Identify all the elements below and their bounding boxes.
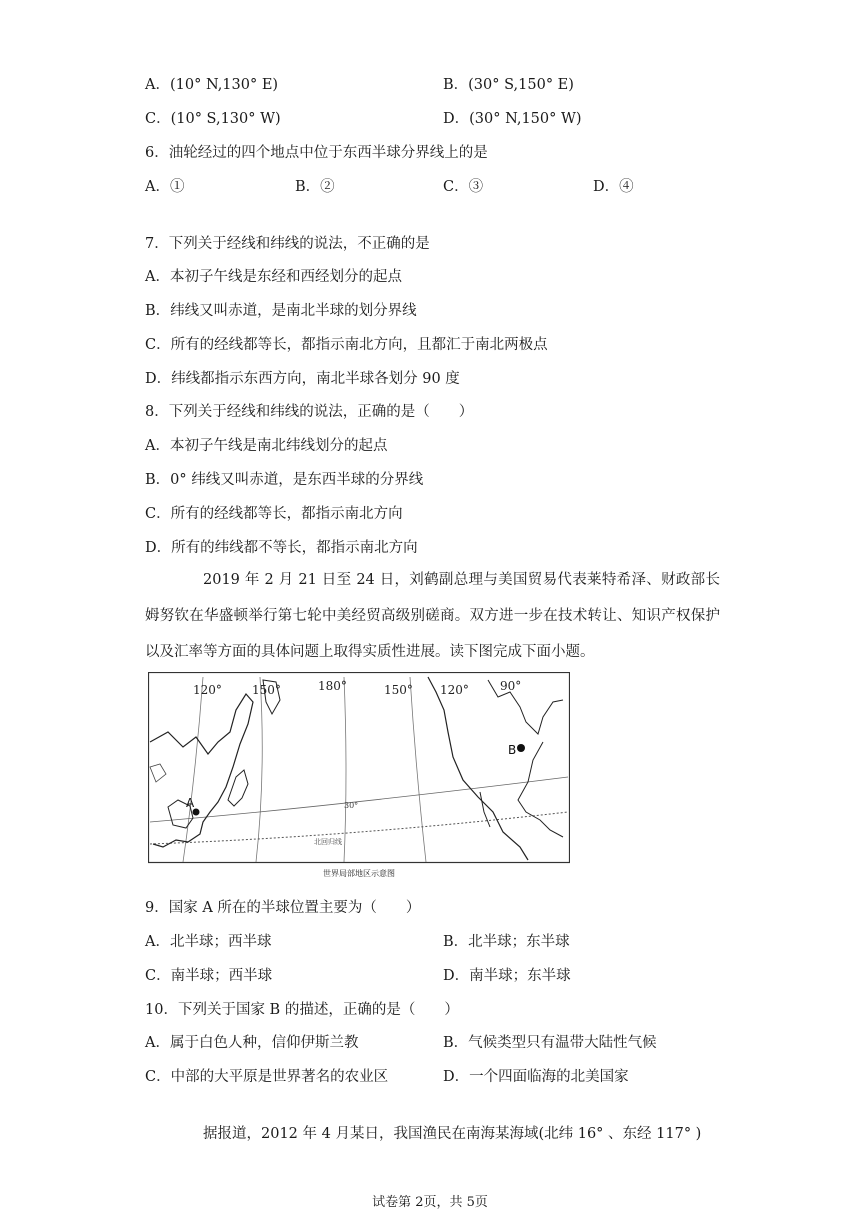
q5-option-a: A．(10° N,130° E) — [145, 77, 279, 93]
label-150w: 150° — [384, 683, 413, 697]
q8-option-b: B．0° 纬线又叫赤道，是东西半球的分界线 — [145, 472, 424, 488]
q10-option-a: A．属于白色人种，信仰伊斯兰教 — [145, 1035, 359, 1051]
q7-option-c: C．所有的经线都等长，都指示南北方向，且都汇于南北两极点 — [145, 337, 548, 353]
q6-option-b: B．② — [295, 179, 335, 195]
world-region-map — [148, 672, 570, 882]
label-90w: 90° — [500, 679, 522, 693]
q9-option-d: D．南半球；东半球 — [443, 968, 571, 984]
q10-option-d: D．一个四面临海的北美国家 — [443, 1069, 629, 1085]
label-150e: 150° — [252, 683, 281, 697]
page-footer: 试卷第 2页，共 5页 — [372, 1195, 488, 1210]
q10-stem: 10．下列关于国家 B 的描述，正确的是（ ） — [145, 1002, 459, 1018]
label-tropic: 北回归线 — [314, 838, 342, 846]
q9-option-c: C．南半球；西半球 — [145, 968, 273, 984]
label-point-a: A — [186, 796, 195, 810]
q9-option-a: A．北半球；西半球 — [145, 934, 272, 950]
q5-option-d: D．(30° N,150° W) — [443, 111, 582, 127]
q5-option-b: B．(30° S,150° E) — [443, 77, 574, 93]
q6-option-d: D．④ — [593, 179, 634, 195]
q6-option-a: A．① — [145, 179, 185, 195]
passage-trade-talks — [145, 562, 720, 670]
point-b-marker — [517, 744, 525, 752]
q6-option-c: C．③ — [443, 179, 484, 195]
map-caption: 世界局部地区示意图 — [323, 869, 395, 878]
q9-option-b: B．北半球；东半球 — [443, 934, 570, 950]
q8-stem: 8．下列关于经线和纬线的说法，正确的是（ ） — [145, 404, 474, 420]
q10-option-b: B．气候类型只有温带大陆性气候 — [443, 1035, 657, 1051]
q7-option-b: B．纬线又叫赤道，是南北半球的划分界线 — [145, 303, 417, 319]
q7-stem: 7．下列关于经线和纬线的说法，不正确的是 — [145, 236, 430, 252]
label-120w: 120° — [440, 683, 469, 697]
map-frame — [149, 673, 570, 863]
q8-option-d: D．所有的纬线都不等长，都指示南北方向 — [145, 540, 418, 556]
q6-stem: 6．油轮经过的四个地点中位于东西半球分界线上的是 — [145, 145, 488, 161]
label-120e: 120° — [193, 683, 222, 697]
label-30n: 30° — [344, 801, 359, 810]
label-point-b: B — [508, 743, 517, 757]
q7-option-a: A．本初子午线是东经和西经划分的起点 — [145, 269, 402, 285]
passage-fishermen: 据报道，2012 年 4 月某日，我国渔民在南海某海域(北纬 16° 、东经 117° ) — [203, 1126, 702, 1142]
q7-option-d: D．纬线都指示东西方向，南北半球各划分 90 度 — [145, 371, 460, 387]
q9-stem: 9．国家 A 所在的半球位置主要为（ ） — [145, 900, 421, 916]
q8-option-a: A．本初子午线是南北纬线划分的起点 — [145, 438, 388, 454]
q8-option-c: C．所有的经线都等长，都指示南北方向 — [145, 506, 403, 522]
q10-option-c: C．中部的大平原是世界著名的农业区 — [145, 1069, 389, 1085]
q5-option-c: C．(10° S,130° W) — [145, 111, 281, 127]
passage-trade-talks-text: 2019 年 2 月 21 日至 24 日，刘鹤副总理与美国贸易代表莱特希泽、财政部长姆努钦在华盛顿举行第七轮中美经贸高级别磋商。双方进一步在技术转让、知识产权保护以及汇率等方面的具体问题上取得实质性进展。读下图完成下面小题。 — [145, 572, 720, 660]
label-180: 180° — [318, 679, 347, 693]
